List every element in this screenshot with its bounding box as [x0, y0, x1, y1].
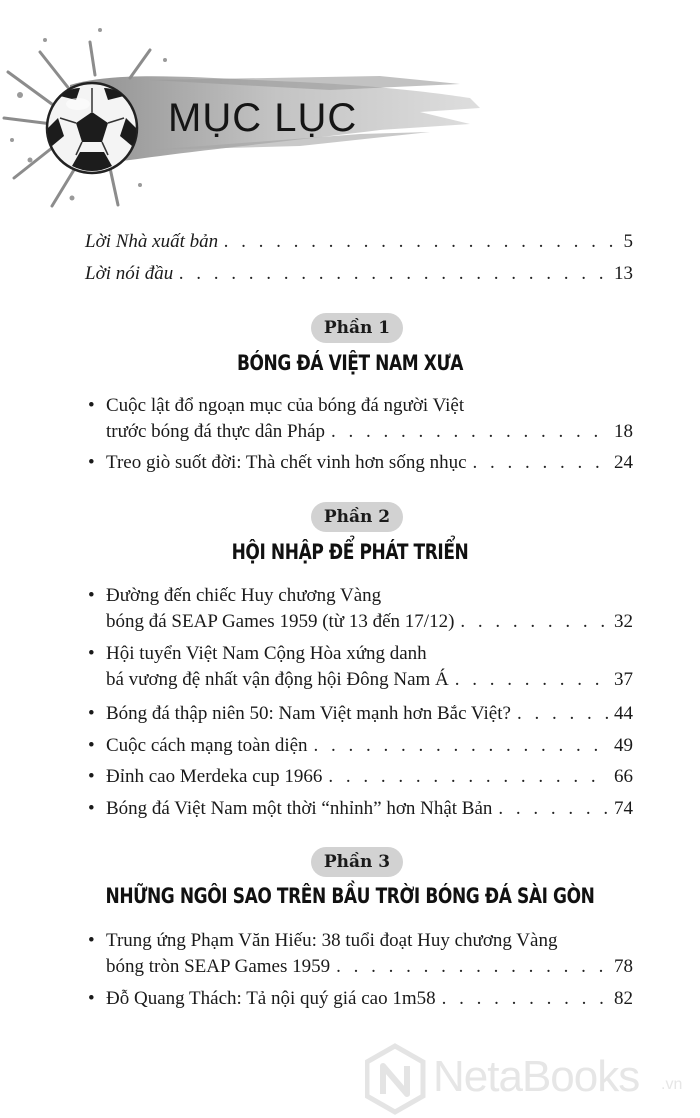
- toc-entry-page: 13: [614, 263, 633, 284]
- header: [0, 0, 700, 215]
- toc-entry-first-line[interactable]: Trung ứng Phạm Văn Hiếu: 38 tuổi đoạt Huy chương Vàng: [106, 930, 558, 951]
- toc-entry-first-line[interactable]: Hội tuyển Việt Nam Cộng Hòa xứng danh: [106, 643, 427, 664]
- page-title: MỤC LỤC: [168, 96, 358, 140]
- toc-entry[interactable]: [106, 766, 633, 788]
- watermark-suffix: .vn: [661, 1076, 683, 1093]
- soccer-ball-icon: [47, 83, 137, 173]
- bullet-icon: •: [88, 798, 95, 819]
- toc-entry[interactable]: [106, 956, 633, 978]
- toc-entry-title: trước bóng đá thực dân Pháp: [106, 421, 326, 442]
- toc-entry-page: 66: [614, 766, 633, 787]
- dot-leader: [179, 263, 608, 285]
- dot-leader: [517, 703, 608, 725]
- toc-entry-page: 49: [614, 735, 633, 756]
- bullet-icon: •: [88, 988, 95, 1009]
- toc-entry[interactable]: [106, 611, 633, 633]
- bullet-icon: •: [88, 643, 95, 664]
- toc-entry-page: 37: [614, 669, 633, 690]
- bullet-icon: •: [88, 930, 95, 951]
- toc-entry-title: Bóng đá Việt Nam một thời “nhỉnh” hơn Nhật Bản: [106, 798, 493, 819]
- netabooks-logo-icon: [365, 1042, 435, 1118]
- part-label: Phần 3: [311, 847, 403, 877]
- bullet-icon: •: [88, 395, 95, 416]
- toc-entry-page: 18: [614, 421, 633, 442]
- bullet-icon: •: [88, 452, 95, 473]
- toc-entry-title: Treo giò suốt đời: Thà chết vinh hơn sống nhục: [106, 452, 467, 473]
- toc-entry-page: 82: [614, 988, 633, 1009]
- toc-entry-first-line[interactable]: Cuộc lật đổ ngoạn mục của bóng đá người Việt: [106, 395, 465, 416]
- part-title: HỘI NHẬP ĐỂ PHÁT TRIỂN: [231, 540, 469, 565]
- watermark-brand: NetaBooks: [433, 1052, 640, 1101]
- dot-leader: [442, 988, 608, 1010]
- toc-entry-title: Lời Nhà xuất bản: [85, 231, 219, 252]
- dot-leader: [473, 452, 609, 474]
- toc-entry-page: 5: [623, 231, 633, 252]
- dot-leader: [314, 735, 608, 757]
- toc-entry-title: bá vương đệ nhất vận động hội Đông Nam Á: [106, 669, 449, 690]
- part-title: BÓNG ĐÁ VIỆT NAM XƯA: [236, 351, 464, 376]
- toc-entry-page: 44: [614, 703, 633, 724]
- toc-entry[interactable]: [106, 669, 633, 691]
- toc-entry[interactable]: [106, 703, 633, 725]
- toc-entry-title: bóng đá SEAP Games 1959 (từ 13 đến 17/12): [106, 611, 455, 632]
- toc-entry-title: Đỉnh cao Merdeka cup 1966: [106, 766, 323, 787]
- bullet-icon: •: [88, 585, 95, 606]
- watermark: [365, 1042, 700, 1118]
- toc-entry-page: 74: [614, 798, 633, 819]
- toc-entry-first-line[interactable]: Đường đến chiếc Huy chương Vàng: [106, 585, 382, 606]
- toc-entry[interactable]: [106, 988, 633, 1010]
- toc-entry-preface[interactable]: [85, 263, 633, 285]
- toc-entry[interactable]: [106, 421, 633, 443]
- toc-entry-page: 24: [614, 452, 633, 473]
- part-label: Phần 2: [311, 502, 403, 532]
- toc-entry[interactable]: [106, 452, 633, 474]
- toc-entry[interactable]: [106, 735, 633, 757]
- toc-entry-title: Bóng đá thập niên 50: Nam Việt mạnh hơn Bắc Việt?: [106, 703, 511, 724]
- toc-entry-title: Cuộc cách mạng toàn diện: [106, 735, 308, 756]
- dot-leader: [331, 421, 608, 443]
- toc-entry-page: 78: [614, 956, 633, 977]
- dot-leader: [455, 669, 608, 691]
- toc-entry[interactable]: [106, 798, 633, 820]
- dot-leader: [498, 798, 608, 820]
- dot-leader: [224, 231, 617, 253]
- toc-entry-publisher-note[interactable]: [85, 231, 633, 253]
- toc-entry-title: Lời nói đầu: [85, 263, 174, 284]
- dot-leader: [336, 956, 608, 978]
- bullet-icon: •: [88, 766, 95, 787]
- part-label: Phần 1: [311, 313, 403, 343]
- dot-leader: [328, 766, 608, 788]
- toc-entry-title: Đỗ Quang Thách: Tả nội quý giá cao 1m58: [106, 988, 436, 1009]
- dot-leader: [460, 611, 608, 633]
- toc-entry-page: 32: [614, 611, 633, 632]
- bullet-icon: •: [88, 703, 95, 724]
- toc-entry-title: bóng tròn SEAP Games 1959: [106, 956, 331, 977]
- bullet-icon: •: [88, 735, 95, 756]
- part-title: NHỮNG NGÔI SAO TRÊN BẦU TRỜI BÓNG ĐÁ SÀI GÒN: [105, 884, 595, 909]
